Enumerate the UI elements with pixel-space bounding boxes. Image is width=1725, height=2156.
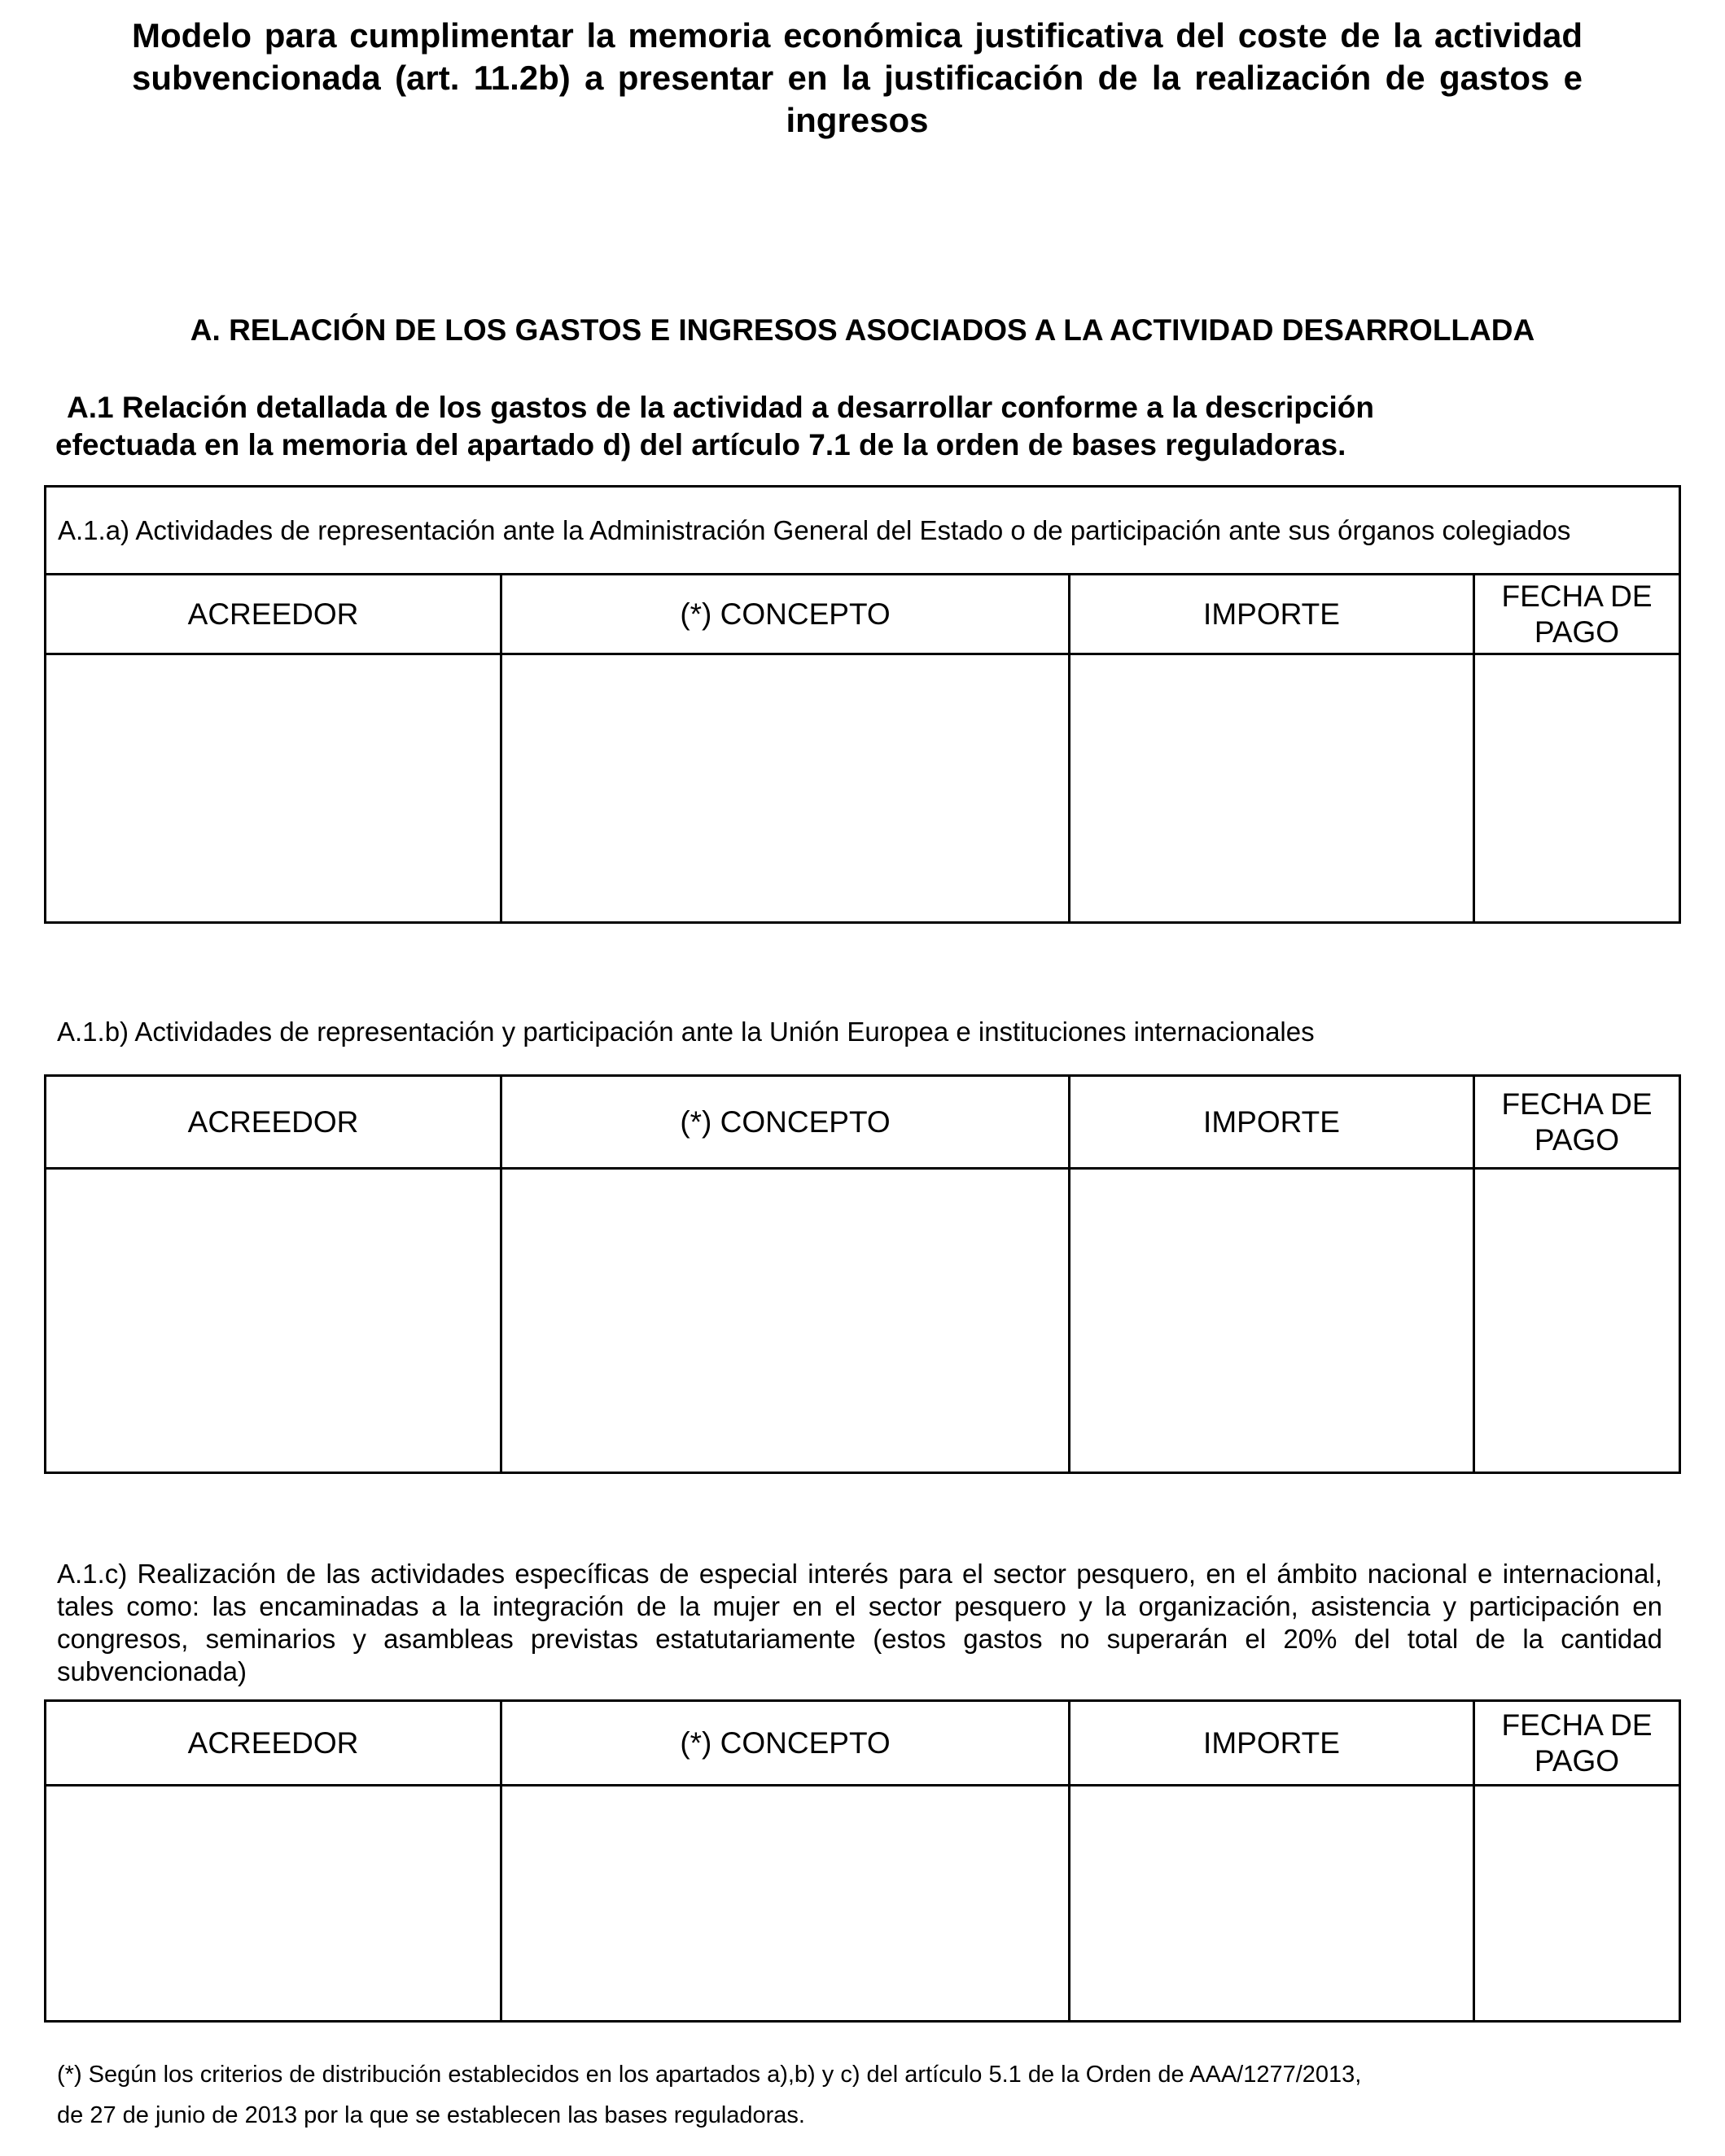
header-fecha-pago: FECHA DE PAGO bbox=[1474, 1076, 1680, 1169]
cell-importe[interactable] bbox=[1070, 1786, 1474, 2022]
table-a1a-caption: A.1.a) Actividades de representación ante la Administración General del Estado o de participación ante sus órganos colegiados bbox=[46, 487, 1680, 575]
section-a-heading: A. RELACIÓN DE LOS GASTOS E INGRESOS ASOCIADOS A LA ACTIVIDAD DESARROLLADA bbox=[190, 313, 1535, 347]
header-concepto: (*) CONCEPTO bbox=[501, 575, 1070, 654]
footnote-line-2: de 27 de junio de 2013 por la que se establecen las bases reguladoras. bbox=[57, 2102, 805, 2128]
intro-line-1: A.1 Relación detallada de los gastos de la actividad a desarrollar conforme a la descripción bbox=[67, 391, 1374, 424]
table-a1a bbox=[44, 485, 1681, 924]
cell-importe[interactable] bbox=[1070, 1169, 1474, 1473]
intro-line-2: efectuada en la memoria del apartado d) del artículo 7.1 de la orden de bases reguladoras. bbox=[55, 428, 1346, 461]
header-fecha-pago: FECHA DE PAGO bbox=[1474, 1701, 1680, 1786]
cell-acreedor[interactable] bbox=[46, 1169, 501, 1473]
header-concepto: (*) CONCEPTO bbox=[501, 1701, 1070, 1786]
header-importe: IMPORTE bbox=[1070, 575, 1474, 654]
section-a1-intro bbox=[55, 389, 1472, 464]
subsection-a1c-label: A.1.c) Realización de las actividades específicas de especial interés para el sector pesquero, en el ámbito nacional e internacional, tales como: las encaminadas a la integración de la mujer en el sector pesquero y la organización, asistencia y participación en congresos, seminarios y asambleas previstas estatutariamente (estos gastos no superarán el 20% del total de la cantidad subvencionada) bbox=[57, 1559, 1662, 1686]
cell-fecha-pago[interactable] bbox=[1474, 654, 1680, 923]
document-title: Modelo para cumplimentar la memoria económica justificativa del coste de la actividad subvencionada (art. 11.2b) a presentar en la justificación de la realización de gastos e ingresos bbox=[132, 16, 1583, 139]
table-a1b bbox=[44, 1074, 1681, 1474]
subsection-a1b-label: A.1.b) Actividades de representación y participación ante la Unión Europea e instituciones internacionales bbox=[57, 1017, 1315, 1047]
cell-fecha-pago[interactable] bbox=[1474, 1169, 1680, 1473]
footnote bbox=[57, 2054, 1604, 2136]
cell-concepto[interactable] bbox=[501, 1786, 1070, 2022]
header-fecha-pago: FECHA DE PAGO bbox=[1474, 575, 1680, 654]
cell-concepto[interactable] bbox=[501, 654, 1070, 923]
header-importe: IMPORTE bbox=[1070, 1701, 1474, 1786]
header-concepto: (*) CONCEPTO bbox=[501, 1076, 1070, 1169]
cell-acreedor[interactable] bbox=[46, 654, 501, 923]
header-acreedor: ACREEDOR bbox=[46, 1701, 501, 1786]
footnote-line-1: (*) Según los criterios de distribución establecidos en los apartados a),b) y c) del artículo 5.1 de la Orden de AAA/1277/2013, bbox=[57, 2062, 1362, 2088]
table-a1c bbox=[44, 1699, 1681, 2023]
header-importe: IMPORTE bbox=[1070, 1076, 1474, 1169]
header-acreedor: ACREEDOR bbox=[46, 575, 501, 654]
cell-importe[interactable] bbox=[1070, 654, 1474, 923]
cell-fecha-pago[interactable] bbox=[1474, 1786, 1680, 2022]
cell-concepto[interactable] bbox=[501, 1169, 1070, 1473]
cell-acreedor[interactable] bbox=[46, 1786, 501, 2022]
header-acreedor: ACREEDOR bbox=[46, 1076, 501, 1169]
